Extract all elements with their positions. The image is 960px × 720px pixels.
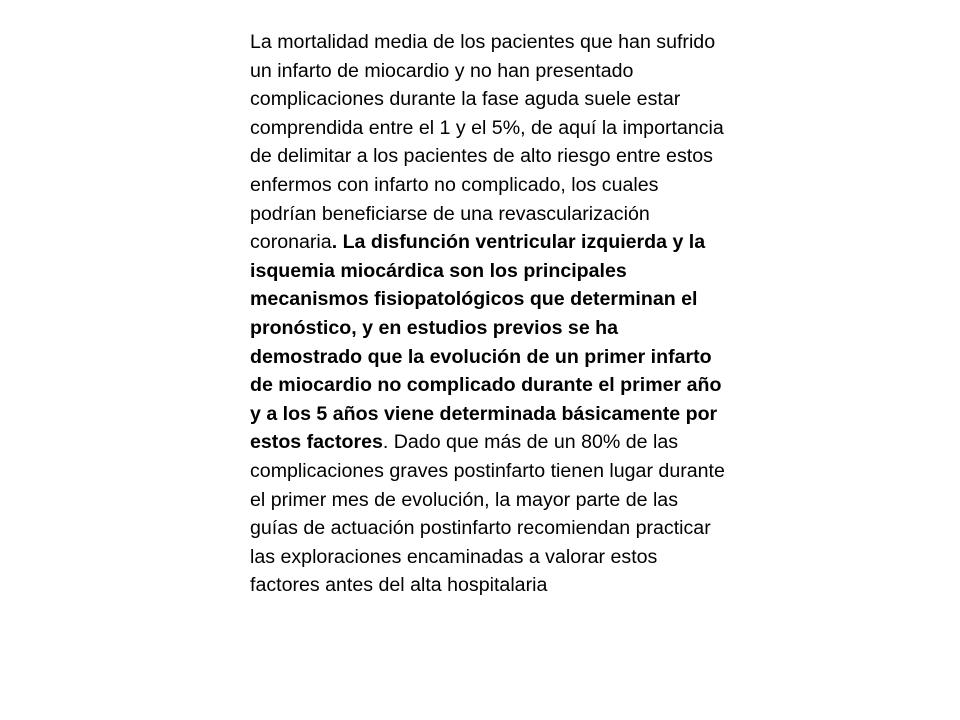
body-paragraph <box>250 28 725 600</box>
paragraph-intro: La mortalidad media de los pacientes que han sufrido un infarto de miocardio y no han presentado complicaciones durante la fase aguda suele estar comprendida entre el 1 y el 5%, de aquí la importancia de delimitar a los pacientes de alto riesgo entre estos enfermos con infarto no complicado, los cuales podrían beneficiarse de una revascularización coronaria <box>250 31 724 254</box>
paragraph-conclusion: . Dado que más de un 80% de las complicaciones graves postinfarto tienen lugar durante el primer mes de evolución, la mayor parte de las guías de actuación postinfarto recomiendan practicar las exploraciones encaminadas a valorar estos factores antes del alta hospitalaria <box>250 431 725 597</box>
paragraph-emphasis: . La disfunción ventricular izquierda y la isquemia miocárdica son los principales mecanismos fisiopatológicos que determinan el pronóstico, y en estudios previos se ha demostrado que la evolución de un primer infarto de miocardio no complicado durante el primer año y a los 5 años viene determinada básicamente por estos factores <box>250 231 722 454</box>
